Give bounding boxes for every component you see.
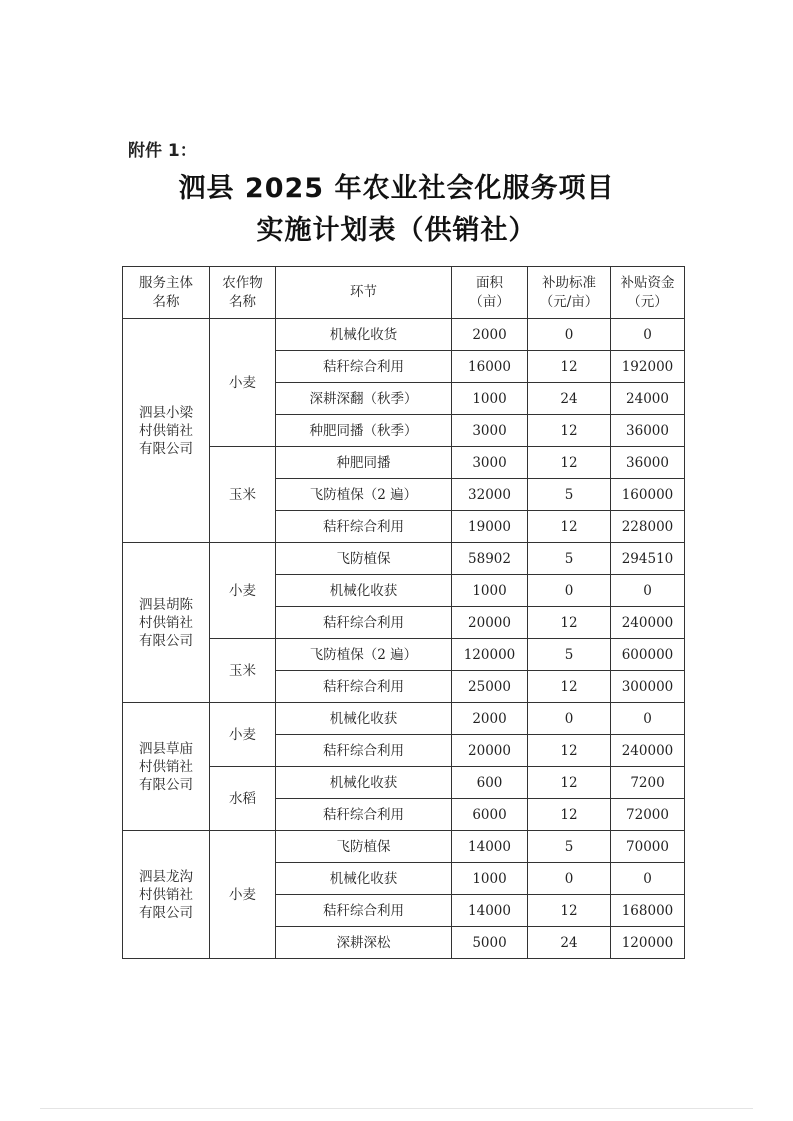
attachment-label: 附件 1： (128, 141, 197, 161)
funds-cell: 192000 (611, 351, 685, 383)
standard-cell: 12 (528, 671, 611, 703)
stage-cell: 飞防植保 (276, 831, 452, 863)
standard-cell: 12 (528, 799, 611, 831)
funds-cell: 294510 (611, 543, 685, 575)
stage-cell: 秸秆综合利用 (276, 607, 452, 639)
table-row (123, 543, 685, 575)
area-cell: 14000 (452, 831, 528, 863)
stage-cell: 秸秆综合利用 (276, 511, 452, 543)
funds-cell: 0 (611, 575, 685, 607)
entity-name-cell: 泗县草庙 村供销社 有限公司 (123, 703, 210, 831)
crop-name-cell: 小麦 (210, 703, 276, 767)
stage-cell: 秸秆综合利用 (276, 735, 452, 767)
funds-cell: 0 (611, 863, 685, 895)
standard-cell: 0 (528, 575, 611, 607)
funds-cell: 70000 (611, 831, 685, 863)
funds-cell: 300000 (611, 671, 685, 703)
standard-cell: 12 (528, 447, 611, 479)
standard-cell: 24 (528, 927, 611, 959)
crop-name-cell: 小麦 (210, 543, 276, 639)
stage-cell: 秸秆综合利用 (276, 895, 452, 927)
standard-cell: 0 (528, 703, 611, 735)
crop-name-cell: 玉米 (210, 639, 276, 703)
header-funds: 补贴资金 （元） (611, 267, 685, 319)
funds-cell: 24000 (611, 383, 685, 415)
stage-cell: 机械化收货 (276, 319, 452, 351)
funds-cell: 600000 (611, 639, 685, 671)
header-standard: 补助标准 （元/亩） (528, 267, 611, 319)
area-cell: 3000 (452, 415, 528, 447)
funds-cell: 160000 (611, 479, 685, 511)
area-cell: 5000 (452, 927, 528, 959)
standard-cell: 12 (528, 735, 611, 767)
area-cell: 32000 (452, 479, 528, 511)
standard-cell: 0 (528, 319, 611, 351)
plan-table (122, 266, 685, 959)
header-row (123, 267, 685, 319)
crop-name-cell: 玉米 (210, 447, 276, 543)
stage-cell: 飞防植保 (276, 543, 452, 575)
area-cell: 600 (452, 767, 528, 799)
stage-cell: 飞防植保（2 遍） (276, 639, 452, 671)
crop-name-cell: 水稻 (210, 767, 276, 831)
standard-cell: 12 (528, 415, 611, 447)
area-cell: 3000 (452, 447, 528, 479)
standard-cell: 24 (528, 383, 611, 415)
area-cell: 25000 (452, 671, 528, 703)
entity-name-cell: 泗县龙沟 村供销社 有限公司 (123, 831, 210, 959)
area-cell: 20000 (452, 607, 528, 639)
stage-cell: 深耕深翻（秋季） (276, 383, 452, 415)
stage-cell: 种肥同播 (276, 447, 452, 479)
area-cell: 2000 (452, 319, 528, 351)
area-cell: 16000 (452, 351, 528, 383)
entity-name-cell: 泗县小梁 村供销社 有限公司 (123, 319, 210, 543)
table-row (123, 703, 685, 735)
stage-cell: 机械化收获 (276, 863, 452, 895)
header-crop: 农作物 名称 (210, 267, 276, 319)
crop-name-cell: 小麦 (210, 831, 276, 959)
funds-cell: 240000 (611, 735, 685, 767)
header-stage: 环节 (276, 267, 452, 319)
area-cell: 14000 (452, 895, 528, 927)
funds-cell: 240000 (611, 607, 685, 639)
standard-cell: 0 (528, 863, 611, 895)
header-entity: 服务主体 名称 (123, 267, 210, 319)
standard-cell: 12 (528, 767, 611, 799)
funds-cell: 120000 (611, 927, 685, 959)
header-area: 面积 （亩） (452, 267, 528, 319)
area-cell: 58902 (452, 543, 528, 575)
page-subtitle: 实施计划表（供销社） (256, 215, 537, 246)
funds-cell: 168000 (611, 895, 685, 927)
page-title: 泗县 2025 年农业社会化服务项目 (178, 173, 615, 204)
table-row (123, 319, 685, 351)
area-cell: 6000 (452, 799, 528, 831)
standard-cell: 5 (528, 639, 611, 671)
funds-cell: 7200 (611, 767, 685, 799)
funds-cell: 228000 (611, 511, 685, 543)
stage-cell: 深耕深松 (276, 927, 452, 959)
area-cell: 1000 (452, 863, 528, 895)
area-cell: 20000 (452, 735, 528, 767)
table-row (123, 831, 685, 863)
entity-name-cell: 泗县胡陈 村供销社 有限公司 (123, 543, 210, 703)
stage-cell: 秸秆综合利用 (276, 671, 452, 703)
standard-cell: 5 (528, 831, 611, 863)
stage-cell: 秸秆综合利用 (276, 799, 452, 831)
funds-cell: 36000 (611, 447, 685, 479)
stage-cell: 飞防植保（2 遍） (276, 479, 452, 511)
area-cell: 19000 (452, 511, 528, 543)
scan-edge-line (40, 1108, 753, 1109)
funds-cell: 0 (611, 703, 685, 735)
area-cell: 2000 (452, 703, 528, 735)
crop-name-cell: 小麦 (210, 319, 276, 447)
standard-cell: 12 (528, 895, 611, 927)
funds-cell: 36000 (611, 415, 685, 447)
stage-cell: 机械化收获 (276, 575, 452, 607)
standard-cell: 12 (528, 511, 611, 543)
standard-cell: 12 (528, 351, 611, 383)
funds-cell: 72000 (611, 799, 685, 831)
plan-table-body (123, 267, 685, 959)
area-cell: 1000 (452, 383, 528, 415)
area-cell: 1000 (452, 575, 528, 607)
funds-cell: 0 (611, 319, 685, 351)
stage-cell: 机械化收获 (276, 703, 452, 735)
standard-cell: 12 (528, 607, 611, 639)
standard-cell: 5 (528, 543, 611, 575)
standard-cell: 5 (528, 479, 611, 511)
area-cell: 120000 (452, 639, 528, 671)
stage-cell: 种肥同播（秋季） (276, 415, 452, 447)
stage-cell: 机械化收获 (276, 767, 452, 799)
stage-cell: 秸秆综合利用 (276, 351, 452, 383)
